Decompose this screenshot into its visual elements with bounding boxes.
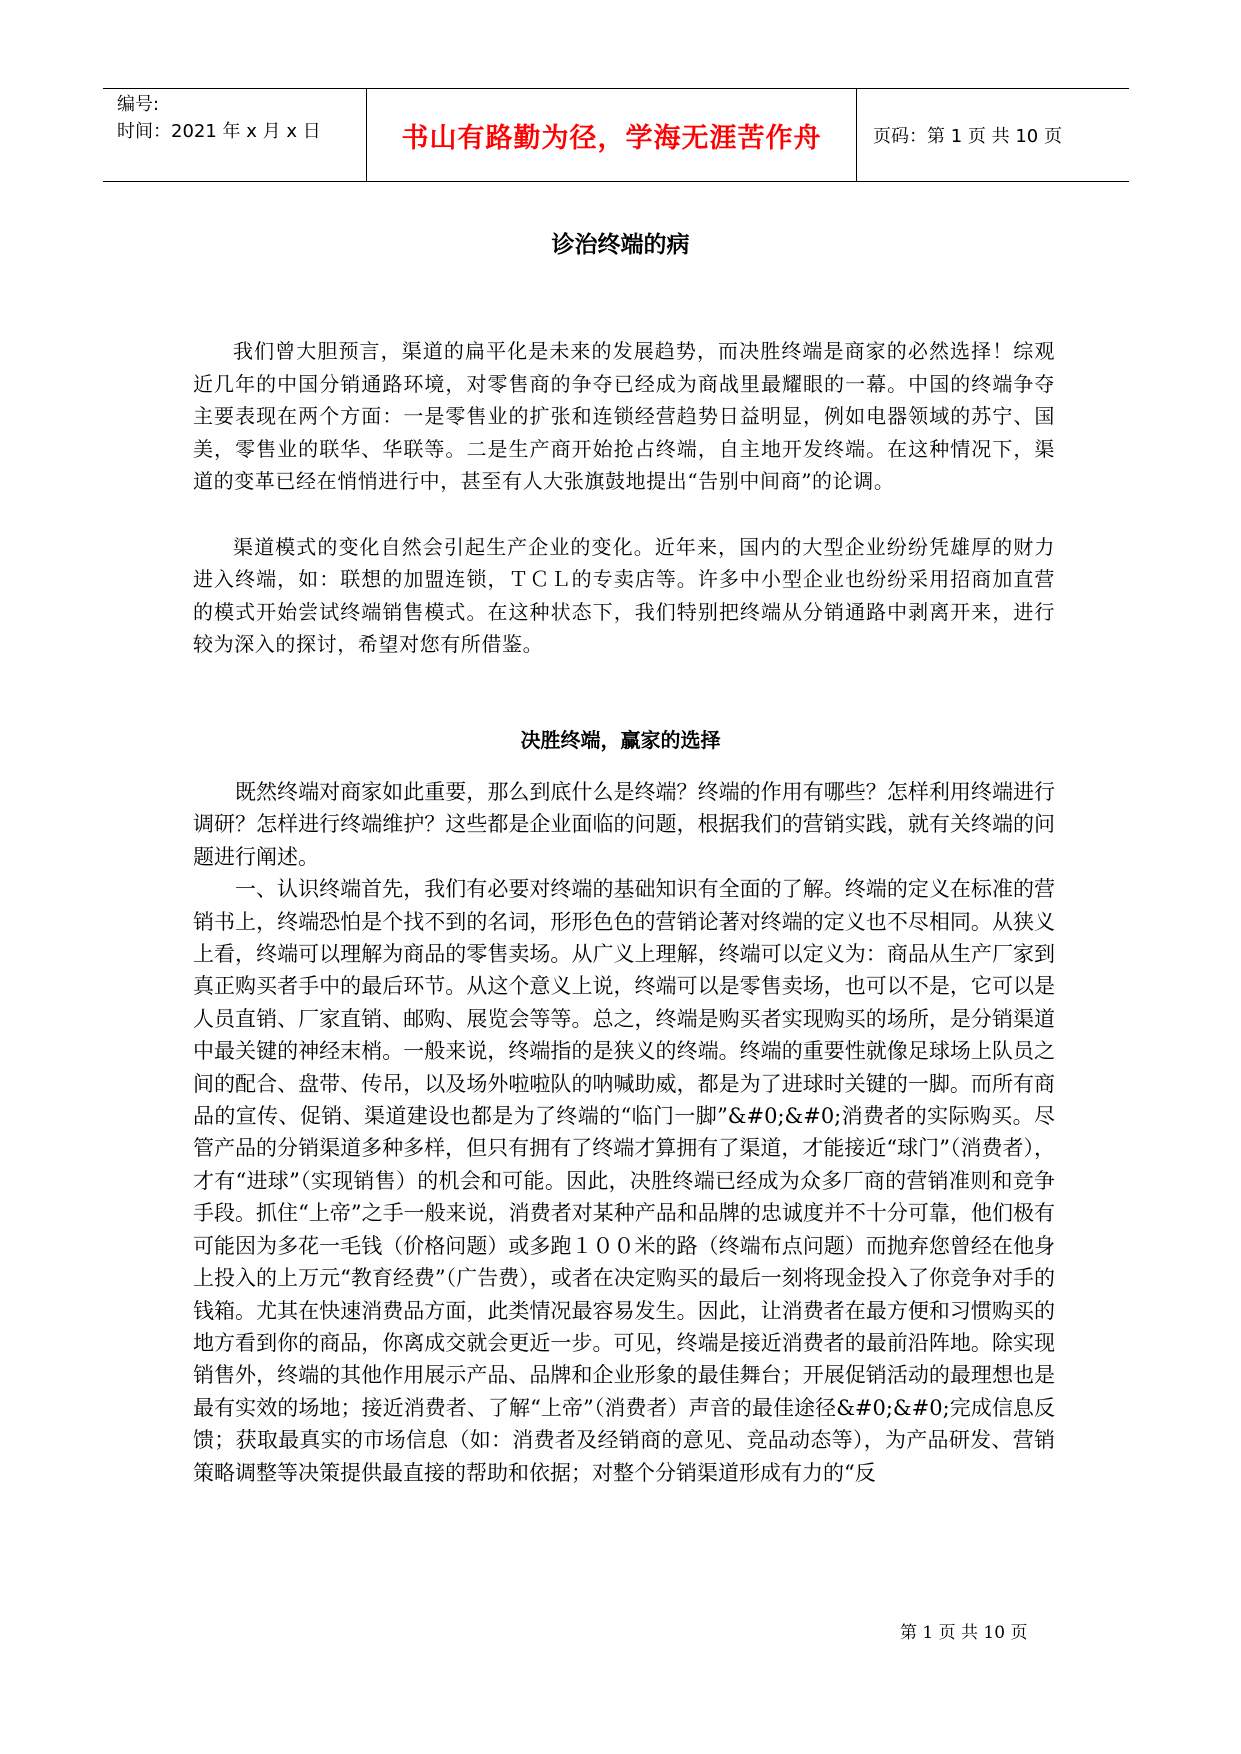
header-bottom-rule	[103, 181, 1129, 182]
header-page-label: 页码：第 1 页 共 10 页	[873, 126, 1062, 147]
page-footer: 第 1 页 共 10 页	[900, 1623, 1028, 1643]
main-section	[193, 776, 1055, 1489]
section-heading: 决胜终端，赢家的选择	[520, 728, 721, 752]
paragraph: 渠道模式的变化自然会引起生产企业的变化。近年来，国内的大型企业纷纷凭雄厚的财力进入终端，如：联想的加盟连锁，ＴＣＬ的专卖店等。许多中小型企业也纷纷采用招商加直营的模式开始尝试终端销售模式。在这种状态下，我们特别把终端从分销通路中剥离开来，进行较为深入的探讨，希望对您有所借鉴。	[193, 534, 1055, 656]
paragraph: 既然终端对商家如此重要，那么到底什么是终端？终端的作用有哪些？怎样利用终端进行调研？怎样进行终端维护？这些都是企业面临的问题，根据我们的营销实践，就有关终端的问题进行阐述。	[193, 780, 1055, 869]
paragraph: 一、认识终端首先，我们有必要对终端的基础知识有全面的了解。终端的定义在标准的营销书上，终端恐怕是个找不到的名词，形形色色的营销论著对终端的定义也不尽相同。从狭义上看，终端可以理解为商品的零售卖场。从广义上理解，终端可以定义为：商品从生产厂家到真正购买者手中的最后环节。从这个意义上说，终端可以是零售卖场，也可以不是，它可以是人员直销、厂家直销、邮购、展览会等等。总之，终端是购买者实现购买的场所，是分销渠道中最关键的神经末梢。一般来说，终端指的是狭义的终端。终端的重要性就像足球场上队员之间的配合、盘带、传吊，以及场外啦啦队的呐喊助威，都是为了进球时关键的一脚。而所有商品的宣传、促销、渠道建设也都是为了终端的“临门一脚”&#0;&#0;消费者的实际购买。尽管产品的分销渠道多种多样，但只有拥有了终端才算拥有了渠道，才能接近“球门”（消费者），才有“进球”（实现销售）的机会和可能。因此，决胜终端已经成为众多厂商的营销准则和竞争手段。抓住“上帝”之手一般来说，消费者对某种产品和品牌的忠诚度并不十分可靠，他们极有可能因为多花一毛钱（价格问题）或多跑１００米的路（终端布点问题）而抛弃您曾经在他身上投入的上万元“教育经费”（广告费），或者在决定购买的最后一刻将现金投入了你竞争对手的钱箱。尤其在快速消费品方面，此类情况最容易发生。因此，让消费者在最方便和习惯购买的地方看到你的商品，你离成交就会更近一步。可见，终端是接近消费者的最前沿阵地。除实现销售外，终端的其他作用展示产品、品牌和企业形象的最佳舞台；开展促销活动的最理想也是最有实效的场地；接近消费者、了解“上帝”（消费者）声音的最佳途径&#0;&#0;完成信息反馈；获取最真实的市场信息（如：消费者及经销商的意见、竞品动态等），为产品研发、营销策略调整等决策提供最直接的帮助和依据；对整个分销渠道形成有力的“反	[193, 877, 1055, 1485]
number-label: 编号:	[117, 94, 160, 115]
header-top-rule	[103, 88, 1129, 89]
intro-section	[193, 335, 1055, 661]
header-meta	[117, 91, 321, 145]
paragraph: 我们曾大胆预言，渠道的扁平化是未来的发展趋势，而决胜终端是商家的必然选择！综观近几年的中国分销通路环境，对零售商的争夺已经成为商战里最耀眼的一幕。中国的终端争夺主要表现在两个方面：一是零售业的扩张和连锁经营趋势日益明显，例如电器领域的苏宁、国美，零售业的联华、华联等。二是生产商开始抢占终端，自主地开发终端。在这种情况下，渠道的变革已经在悄悄进行中，甚至有人大张旗鼓地提出“告别中间商”的论调。	[193, 339, 1055, 493]
time-label: 时间：2021 年 x 月 x 日	[117, 121, 321, 142]
header-motto: 书山有路勤为径，学海无涯苦作舟	[401, 123, 822, 154]
header-table	[103, 88, 1129, 183]
header-divider	[856, 88, 857, 182]
document-title: 诊治终端的病	[551, 232, 690, 258]
